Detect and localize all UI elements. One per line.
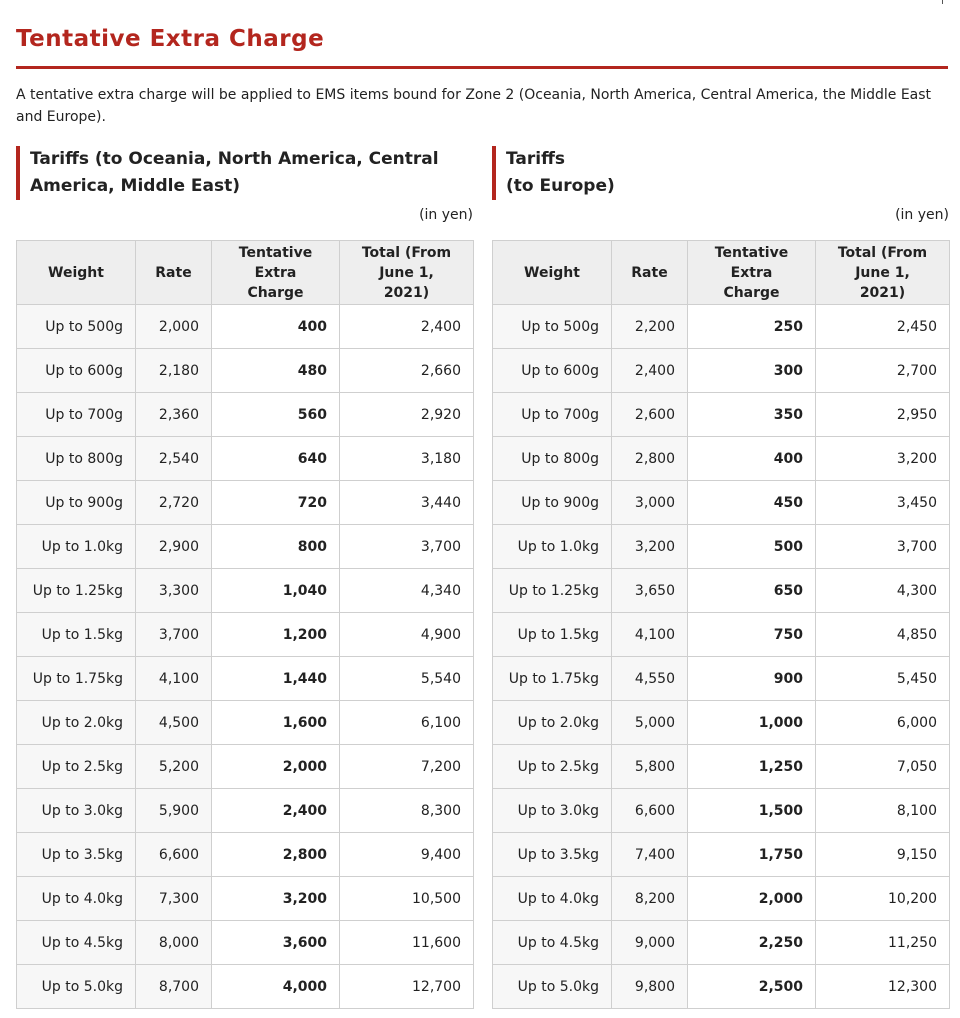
table-row	[493, 305, 950, 349]
table-row	[493, 833, 950, 877]
table-row	[17, 877, 474, 921]
cell-rate: 2,720	[136, 481, 212, 525]
table-header-row	[493, 241, 950, 305]
tariff-section-zone2	[16, 146, 473, 1009]
cell-extra-charge: 1,440	[212, 657, 340, 701]
cell-weight: Up to 900g	[17, 481, 136, 525]
cell-weight: Up to 700g	[17, 393, 136, 437]
table-header-row	[17, 241, 474, 305]
cell-extra-charge: 300	[688, 349, 816, 393]
cell-extra-charge: 1,040	[212, 569, 340, 613]
header-total-label: Total (From June 1, 2021)	[361, 244, 452, 301]
cell-total: 3,450	[816, 481, 950, 525]
cell-total: 8,300	[340, 789, 474, 833]
cell-extra-charge: 1,250	[688, 745, 816, 789]
table-row	[17, 789, 474, 833]
cell-total: 12,700	[340, 965, 474, 1009]
table-row	[493, 613, 950, 657]
tariff-table	[492, 240, 950, 1009]
table-row	[17, 921, 474, 965]
table-row	[493, 965, 950, 1009]
cell-rate: 2,540	[136, 437, 212, 481]
cell-weight: Up to 900g	[493, 481, 612, 525]
cell-rate: 9,000	[612, 921, 688, 965]
cell-rate: 2,800	[612, 437, 688, 481]
table-row	[17, 437, 474, 481]
cell-extra-charge: 400	[688, 437, 816, 481]
cell-weight: Up to 2.5kg	[17, 745, 136, 789]
cell-rate: 9,800	[612, 965, 688, 1009]
cell-rate: 6,600	[612, 789, 688, 833]
header-rate: Rate	[136, 241, 212, 305]
table-row	[17, 481, 474, 525]
cell-weight: Up to 1.0kg	[17, 525, 136, 569]
cell-extra-charge: 480	[212, 349, 340, 393]
cell-weight: Up to 700g	[493, 393, 612, 437]
cell-weight: Up to 4.0kg	[493, 877, 612, 921]
cell-weight: Up to 5.0kg	[493, 965, 612, 1009]
cell-rate: 8,000	[136, 921, 212, 965]
cell-rate: 5,000	[612, 701, 688, 745]
cell-extra-charge: 1,500	[688, 789, 816, 833]
cell-extra-charge: 560	[212, 393, 340, 437]
cell-extra-charge: 1,000	[688, 701, 816, 745]
cell-rate: 2,900	[136, 525, 212, 569]
cell-rate: 2,180	[136, 349, 212, 393]
cell-weight: Up to 1.0kg	[493, 525, 612, 569]
cell-total: 12,300	[816, 965, 950, 1009]
cell-weight: Up to 1.25kg	[17, 569, 136, 613]
cell-extra-charge: 1,750	[688, 833, 816, 877]
intro-text: A tentative extra charge will be applied to EMS items bound for Zone 2 (Oceania, North America, Central America, the Middle East and Europe).	[16, 87, 932, 125]
header-total	[340, 241, 474, 305]
cell-total: 4,850	[816, 613, 950, 657]
cell-weight: Up to 2.0kg	[17, 701, 136, 745]
cell-weight: Up to 4.0kg	[17, 877, 136, 921]
cell-rate: 4,550	[612, 657, 688, 701]
table-row	[493, 349, 950, 393]
section-heading-line: (to Europe)	[506, 176, 615, 196]
cell-rate: 4,100	[136, 657, 212, 701]
cell-total: 7,050	[816, 745, 950, 789]
cell-rate: 5,900	[136, 789, 212, 833]
cell-rate: 8,700	[136, 965, 212, 1009]
cell-weight: Up to 1.75kg	[17, 657, 136, 701]
cell-extra-charge: 400	[212, 305, 340, 349]
cell-total: 7,200	[340, 745, 474, 789]
section-heading	[16, 146, 473, 200]
cell-weight: Up to 1.5kg	[17, 613, 136, 657]
cell-total: 4,340	[340, 569, 474, 613]
cell-total: 5,540	[340, 657, 474, 701]
title-divider	[16, 66, 948, 69]
cell-weight: Up to 600g	[17, 349, 136, 393]
cell-extra-charge: 2,800	[212, 833, 340, 877]
cell-extra-charge: 3,200	[212, 877, 340, 921]
cell-extra-charge: 450	[688, 481, 816, 525]
cell-extra-charge: 2,400	[212, 789, 340, 833]
cell-total: 10,500	[340, 877, 474, 921]
cell-extra-charge: 1,200	[212, 613, 340, 657]
table-row	[493, 525, 950, 569]
cell-total: 3,200	[816, 437, 950, 481]
cell-extra-charge: 4,000	[212, 965, 340, 1009]
cell-extra-charge: 750	[688, 613, 816, 657]
unit-note: (in yen)	[895, 207, 949, 223]
cell-weight: Up to 3.0kg	[493, 789, 612, 833]
cell-total: 9,150	[816, 833, 950, 877]
section-heading-line: America, Middle East)	[30, 176, 240, 196]
section-heading-line: Tariffs	[506, 149, 565, 169]
cell-total: 6,000	[816, 701, 950, 745]
cell-total: 2,450	[816, 305, 950, 349]
unit-note: (in yen)	[419, 207, 473, 223]
cell-extra-charge: 720	[212, 481, 340, 525]
cell-rate: 6,600	[136, 833, 212, 877]
cell-rate: 4,100	[612, 613, 688, 657]
cell-rate: 5,200	[136, 745, 212, 789]
cell-weight: Up to 5.0kg	[17, 965, 136, 1009]
cell-weight: Up to 2.0kg	[493, 701, 612, 745]
cell-total: 3,440	[340, 481, 474, 525]
table-row	[17, 393, 474, 437]
header-rate: Rate	[612, 241, 688, 305]
section-heading	[492, 146, 949, 200]
cell-total: 2,950	[816, 393, 950, 437]
cell-total: 10,200	[816, 877, 950, 921]
table-row	[493, 701, 950, 745]
cell-total: 9,400	[340, 833, 474, 877]
cell-weight: Up to 600g	[493, 349, 612, 393]
cell-total: 4,300	[816, 569, 950, 613]
cell-weight: Up to 800g	[17, 437, 136, 481]
table-body	[493, 305, 950, 1009]
table-row	[493, 393, 950, 437]
cell-rate: 3,200	[612, 525, 688, 569]
tariff-table	[16, 240, 474, 1009]
cell-rate: 5,800	[612, 745, 688, 789]
table-row	[493, 745, 950, 789]
cell-extra-charge: 800	[212, 525, 340, 569]
cell-extra-charge: 2,000	[688, 877, 816, 921]
table-row	[17, 833, 474, 877]
cell-total: 4,900	[340, 613, 474, 657]
cell-extra-charge: 2,250	[688, 921, 816, 965]
table-row	[17, 305, 474, 349]
table-row	[17, 569, 474, 613]
cell-extra-charge: 900	[688, 657, 816, 701]
header-total	[816, 241, 950, 305]
cell-total: 6,100	[340, 701, 474, 745]
table-row	[493, 569, 950, 613]
cell-weight: Up to 4.5kg	[17, 921, 136, 965]
page-title: Tentative Extra Charge	[16, 26, 325, 52]
cell-rate: 7,400	[612, 833, 688, 877]
table-row	[493, 437, 950, 481]
cell-rate: 8,200	[612, 877, 688, 921]
table-row	[17, 657, 474, 701]
table-row	[17, 965, 474, 1009]
header-extra-charge	[688, 241, 816, 305]
header-weight: Weight	[17, 241, 136, 305]
table-row	[17, 349, 474, 393]
cell-weight: Up to 3.5kg	[493, 833, 612, 877]
header-extra-charge-label: Tentative Extra Charge	[238, 244, 313, 301]
cell-weight: Up to 500g	[17, 305, 136, 349]
cell-extra-charge: 1,600	[212, 701, 340, 745]
cell-weight: Up to 2.5kg	[493, 745, 612, 789]
cell-extra-charge: 2,500	[688, 965, 816, 1009]
cell-rate: 3,700	[136, 613, 212, 657]
cell-total: 3,180	[340, 437, 474, 481]
table-row	[17, 701, 474, 745]
header-total-label: Total (From June 1, 2021)	[837, 244, 928, 301]
header-weight: Weight	[493, 241, 612, 305]
cell-total: 8,100	[816, 789, 950, 833]
cell-total: 2,700	[816, 349, 950, 393]
cell-total: 2,400	[340, 305, 474, 349]
cell-extra-charge: 250	[688, 305, 816, 349]
cell-extra-charge: 500	[688, 525, 816, 569]
cell-total: 11,600	[340, 921, 474, 965]
cell-total: 3,700	[340, 525, 474, 569]
cell-weight: Up to 1.25kg	[493, 569, 612, 613]
cell-extra-charge: 650	[688, 569, 816, 613]
cell-weight: Up to 500g	[493, 305, 612, 349]
cell-total: 5,450	[816, 657, 950, 701]
cell-weight: Up to 4.5kg	[493, 921, 612, 965]
cell-rate: 3,650	[612, 569, 688, 613]
divider	[942, 0, 943, 4]
cell-weight: Up to 1.75kg	[493, 657, 612, 701]
cell-rate: 2,360	[136, 393, 212, 437]
cell-extra-charge: 3,600	[212, 921, 340, 965]
table-row	[17, 613, 474, 657]
table-row	[17, 525, 474, 569]
cell-rate: 7,300	[136, 877, 212, 921]
cell-total: 11,250	[816, 921, 950, 965]
table-row	[493, 921, 950, 965]
table-row	[493, 877, 950, 921]
cell-rate: 4,500	[136, 701, 212, 745]
cell-weight: Up to 1.5kg	[493, 613, 612, 657]
cell-extra-charge: 2,000	[212, 745, 340, 789]
cell-rate: 3,000	[612, 481, 688, 525]
table-row	[493, 789, 950, 833]
cell-extra-charge: 350	[688, 393, 816, 437]
table-body	[17, 305, 474, 1009]
cell-total: 2,660	[340, 349, 474, 393]
cell-total: 3,700	[816, 525, 950, 569]
table-row	[493, 657, 950, 701]
cell-rate: 3,300	[136, 569, 212, 613]
header-extra-charge	[212, 241, 340, 305]
cell-weight: Up to 3.0kg	[17, 789, 136, 833]
cell-extra-charge: 640	[212, 437, 340, 481]
cell-rate: 2,400	[612, 349, 688, 393]
cell-rate: 2,000	[136, 305, 212, 349]
table-row	[17, 745, 474, 789]
section-heading-line: Tariffs (to Oceania, North America, Central	[30, 149, 439, 169]
cell-weight: Up to 800g	[493, 437, 612, 481]
header-extra-charge-label: Tentative Extra Charge	[714, 244, 789, 301]
cell-weight: Up to 3.5kg	[17, 833, 136, 877]
table-row	[493, 481, 950, 525]
tariff-section-europe	[492, 146, 949, 1009]
cell-rate: 2,600	[612, 393, 688, 437]
cell-rate: 2,200	[612, 305, 688, 349]
cell-total: 2,920	[340, 393, 474, 437]
